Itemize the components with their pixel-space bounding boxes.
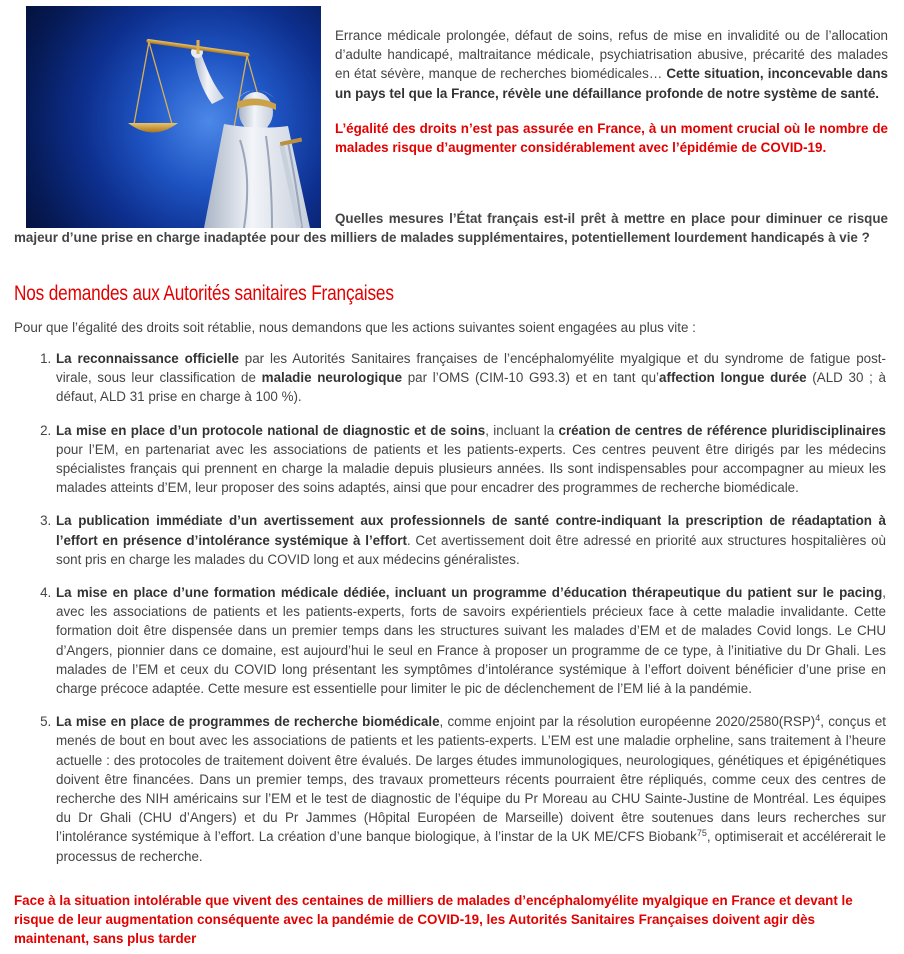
demand-text: , optimiserait et accélérerait le processus de recherche. [56, 829, 886, 864]
demands-list [14, 349, 886, 866]
intro-section [14, 6, 888, 248]
list-item [55, 712, 886, 866]
footnote-ref[interactable]: 4 [815, 713, 821, 724]
demand-highlight: maladie neurologique [261, 370, 403, 386]
closing-statement: Face à la situation intolérable que vivent des centaines de milliers de malades d’encéphalomyélite myalgique en France et devant le risque de leur augmentation conséquente avec la pandémie de COVID-19, les Autorités Sanitaires Françaises doivent agir dès maintenant, sans plus tarder [14, 893, 853, 947]
demand-text: , avec les associations de patients et les patients-experts, forts de savoirs expérientiels précieux face à cette maladie invalidante. Cette formation doit être dispensée dans un premier temps dans les structures suivant les malades d’EM et de malades Covid longs. Le CHU d’Angers, pionnier dans ce domaine, est aujourd’hui le seul en France à proposer un programme de ce type, à l’initiative du Dr Ghali. Les malades de l’EM et ceux du COVID long présentant les symptômes d’intolérance systémique à l’effort doivent bénéficier d’une prise en charge précoce adaptée. Cette mesure est essentielle pour limiter le pic de déclenchement de l’EM lié à la pandémie. [56, 585, 886, 697]
lady-justice-statue-icon [26, 6, 321, 228]
demand-highlight: affection longue durée [659, 370, 807, 386]
demand-highlight: La mise en place d’un protocole national de diagnostic et de soins [56, 422, 486, 438]
demand-text: , comme enjoint par la résolution européenne 2020/2580(RSP) [439, 714, 816, 730]
intro-bold-text: Cette situation, inconcevable dans un pays tel que la France, révèle une défaillance profonde de notre système de santé. [335, 66, 888, 101]
demand-text: . Cet avertissement doit être adressé en priorité aux structures hospitalières où sont pris en charge les malades du COVID long et aux médecins généralistes. [56, 532, 886, 567]
demand-text: pour l’EM, en partenariat avec les associations de patients et les patients-experts. Ces centres peuvent être dirigés par les médecins spécialistes français qui prennent en charge la maladie depuis plusieurs années. Ils sont indispensables pour accompagner au mieux les malades atteints d’EM, leur proposer des soins adaptés, ainsi que pour encadrer des programmes de recherche biomédicale. [56, 441, 886, 496]
demand-text: (ALD 30 ; à défaut, ALD 31 prise en charge à 100 %). [56, 370, 886, 405]
lady-justice-image [26, 6, 321, 228]
section-lead: Pour que l’égalité des droits soit rétablie, nous demandons que les actions suivantes soient engagées au plus vite : [14, 320, 696, 335]
list-item [55, 349, 886, 407]
demand-highlight: La reconnaissance officielle [56, 351, 239, 366]
demand-highlight: La mise en place de programmes de recherche biomédicale [56, 714, 440, 730]
list-item [55, 511, 886, 569]
intro-text: Errance médicale prolongée, défaut de soins, refus de mise en invalidité ou de l’allocation d’adulte handicapé, maltraitance médicale, psychiatrisation abusive, précarité des malades en état sévère, manque de recherches biomédicales… [335, 28, 888, 82]
question-paragraph: Quelles mesures l’État français est-il prêt à mettre en place pour diminuer ce risque majeur d’une prise en charge inadaptée pour des milliers de malades supplémentaires, potentiellement lourdement handicapés à vie ? [14, 211, 888, 246]
list-item [55, 421, 886, 498]
footnote-ref[interactable]: 75 [696, 828, 707, 839]
demand-highlight: La mise en place d’une formation médicale dédiée, incluant un programme d’éducation thérapeutique du patient sur le pacing [56, 585, 883, 601]
demand-text: , incluant la [485, 422, 559, 438]
list-item [55, 583, 886, 698]
demand-highlight: La publication immédiate d’un avertissement aux professionnels de santé contre-indiquant la prescription de réadaptation à l’effort en présence d’intolérance systémique à l’effort [56, 513, 886, 548]
demand-text: par les Autorités Sanitaires françaises de l’encéphalomyélite myalgique et du syndrome de fatigue post-virale, sous leur classification de [56, 351, 886, 386]
equality-warning: L’égalité des droits n’est pas assurée en France, à un moment crucial où le nombre de malades risque d’augmenter considérablement avec l’épidémie de COVID-19. [335, 120, 888, 156]
demand-text: , conçus et menés de bout en bout avec les associations de patients et les patients-experts. L’EM est une maladie orpheline, sans traitement à l’heure actuelle : des protocoles de traitement doivent être évalués. De larges études immunologiques, neurologiques, génétiques et épigénétiques doivent être financées. Dans un premier temps, des travaux prometteurs récents pourraient être répliqués, comme ceux des centres de recherche des NIH américains sur l’EM et le test de diagnostic de l’équipe du Pr Moreau au CHU Sainte-Justine de Montréal. Les équipes du Dr Ghali (CHU d’Angers) et du Pr Jammes (Hôpital Européen de Marseille) doivent être soutenues dans leurs recherches sur l’intolérance systémique à l’effort. La création d’une banque biologique, à l’instar de la UK ME/CFS Biobank [56, 714, 887, 845]
demand-text: par l’OMS (CIM-10 G93.3) et en tant qu’ [402, 370, 660, 386]
demand-highlight: création de centres de référence pluridisciplinaires [558, 422, 886, 438]
section-title: Nos demandes aux Autorités sanitaires Françaises [14, 282, 394, 305]
